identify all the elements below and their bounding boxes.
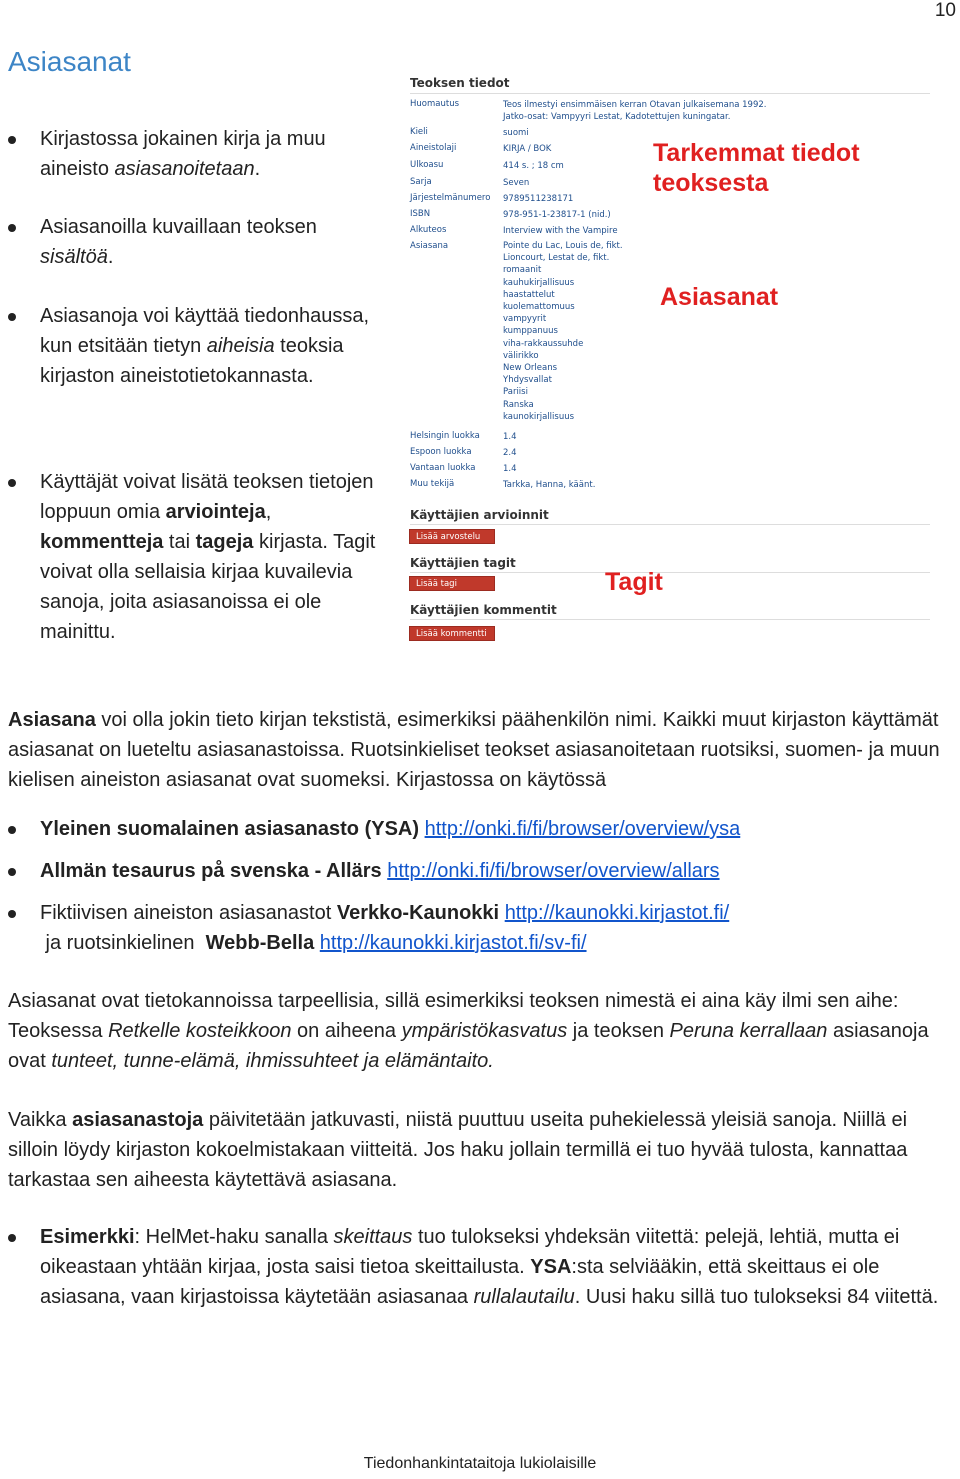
text: voi olla jokin tieto kirjan tekstistä, esimerkiksi päähenkilön nimi. Kaikki muut kirjaston käyttämät asiasanat on lueteltu asiasanastoissa. Ruotsinkieliset teokset asiasanoitetaan ruotsiksi, suomen- ja muun kielisen aineiston asiasanat ovat suomeksi. Kirjastossa on käytössä [8,709,940,791]
field-value: suomi [503,128,529,138]
text: ja teoksen [567,1020,670,1042]
text: päivitetään jatkuvasti, niistä puuttuu useita puhekielessä yleisiä sanoja. Niillä ei silloin löydy kirjaston kokoelmistakaan viitteitä. Jos haku jollain termillä ei tuo hyvää tulosta, kannattaa tarkastaa sen aiheesta käytettävä asiasana. [8,1109,908,1191]
text: tuo tulokseksi yhdeksän viitettä: pelejä, lehtiä, mutta ei oikeastaan yhtään kirjaa, josta saisi tietoa skeittailusta. [40,1226,900,1278]
text-bold: Allmän tesaurus på svenska - Allärs [40,860,382,882]
field-value: Teos ilmestyi ensimmäisen kerran Otavan julkaisemana 1992. Jatko-osat: Vampyyri Lestat, Kadotettujen kuningatar. [503,100,767,123]
field-label: Aineistolaji [410,143,457,153]
text-bold: Yleinen suomalainen asiasanasto (YSA) [40,818,420,840]
text: Fiktiivisen aineiston asiasanastot [40,902,337,924]
text: kirjasta. Tagit voivat olla sellaisia kirjaa kuvailevia sanoja, joita asiasanoissa ei ole mainittu. [40,531,376,643]
list-item [8,856,953,886]
field-label: Vantaan luokka [410,463,476,473]
tags-title: Käyttäjien tagit [410,556,516,570]
text: . [254,158,261,180]
text: . Uusi haku sillä tuo tulokseksi 84 viitettä. [574,1286,939,1308]
bullet-icon [8,479,16,487]
divider [410,524,930,525]
field-value: 978-951-1-23817-1 (nid.) [503,210,611,220]
page-number: 10 [934,0,956,21]
list-item [8,814,953,844]
text-italic: Retkelle kosteikkoon [108,1020,292,1042]
field-label: Espoon luokka [410,447,472,457]
text: teoksia kirjaston aineistotietokannasta. [40,335,344,387]
paragraph [8,1105,953,1195]
text: asiasanoja ovat [8,1020,929,1072]
field-label: Helsingin luokka [410,431,480,441]
add-review-button[interactable]: Lisää arvostelu [409,529,495,544]
field-value: KIRJA / BOK [503,144,552,154]
bullet-icon [8,224,16,232]
text-bold: Asiasana [8,709,96,731]
field-label: Muu tekijä [410,479,455,489]
list-item [8,124,388,184]
field-value: 1.4 [503,432,517,442]
text-italic: sisältöä [40,246,108,268]
text: Vaikka [8,1109,73,1131]
text: : HelMet-haku sanalla [134,1226,334,1248]
add-tag-button[interactable]: Lisää tagi [409,576,495,591]
text-italic: aiheisia [206,335,275,357]
list-item [8,898,953,958]
bullet-icon [8,868,16,876]
bullet-icon [8,826,16,834]
annotation-tags: Tagit [605,568,663,596]
text-italic: Peruna kerrallaan [669,1020,828,1042]
text-bold: YSA [530,1256,572,1278]
allars-link[interactable]: http://onki.fi/fi/browser/overview/allars [387,860,720,882]
text: Käyttäjät voivat lisätä teoksen tietojen loppuun omia [40,471,374,523]
text: . [107,246,114,268]
list-item [8,467,388,647]
list-item [8,212,388,272]
bella-link[interactable]: http://kaunokki.kirjastot.fi/sv-fi/ [319,932,587,954]
bullet-icon [8,313,16,321]
divider [410,93,930,94]
text-bold: tageja [195,531,254,553]
text: on aiheena [291,1020,402,1042]
text-bold: asiasanastoja [72,1109,204,1131]
text-italic: tunteet, tunne-elämä, ihmissuhteet ja elämäntaito. [51,1050,494,1072]
field-value: Interview with the Vampire [503,226,618,236]
page-title: Asiasanat [8,46,131,77]
text: Asiasanoilla kuvaillaan teoksen [40,216,317,238]
field-value: Seven [503,178,530,188]
bullet-icon [8,910,16,918]
subject-list: Pointe du Lac, Louis de, fikt. Lioncourt, Lestat de, fikt. romaanit kauhukirjallisuus haastattelut kuolemattomuus vampyyrit kumppanuus viha-rakkaussuhde välirikko New Orleans Yhdysvallat Pariisi Ranska kaunokirjallisuus [503,241,623,422]
comments-title: Käyttäjien kommentit [410,603,557,617]
ysa-link[interactable]: http://onki.fi/fi/browser/overview/ysa [424,818,741,840]
text-italic: skeittaus [333,1226,413,1248]
list-item [8,301,388,391]
text-bold: Verkko-Kaunokki [336,902,500,924]
text: :sta selviääkin, että skeittaus ei ole asiasana, vaan kirjastoissa käytetään asiasanaa [40,1256,880,1308]
text: Asiasanat ovat tietokannoissa tarpeellisia, sillä esimerkiksi teoksen nimestä ei aina käy ilmi sen aihe: Teoksessa [8,990,899,1042]
page-footer: Tiedonhankintataitoja lukiolaisille [363,1455,597,1472]
field-label: ISBN [410,209,431,219]
text: , [265,501,272,523]
divider [410,619,930,620]
field-value: Tarkka, Hanna, käänt. [503,480,596,490]
annotation-details: Tarkemmat tiedot teoksesta [653,139,860,197]
section-title: Teoksen tiedot [410,76,510,90]
text: tai [163,531,196,553]
text: Asiasanoja voi käyttää tiedonhaussa, kun etsitään tietyn [40,305,370,357]
annotation-subjects: Asiasanat [660,283,779,311]
text-bold: arviointeja [165,501,266,523]
kaunokki-link[interactable]: http://kaunokki.kirjastot.fi/ [504,902,730,924]
field-label: Asiasana [410,241,449,251]
text: ja ruotsinkielinen [40,932,206,954]
text-italic: asiasanoitetaan [114,158,255,180]
text: Kirjastossa jokainen kirja ja muu aineisto [40,128,326,180]
field-label: Kieli [410,127,428,137]
field-value: 2.4 [503,448,517,458]
field-value: 1.4 [503,464,517,474]
text-bold: Webb-Bella [205,932,315,954]
bullet-icon [8,1234,16,1242]
reviews-title: Käyttäjien arvioinnit [410,508,549,522]
text-italic: rullalautailu [473,1286,575,1308]
field-label: Sarja [410,177,432,187]
text-italic: ympäristökasvatus [401,1020,568,1042]
field-label: Huomautus [410,99,460,109]
add-comment-button[interactable]: Lisää kommentti [409,626,495,641]
field-label: Ulkoasu [410,160,444,170]
divider [410,572,930,573]
field-label: Järjestelmänumero [410,193,491,203]
paragraph [8,986,953,1076]
field-label: Alkuteos [410,225,447,235]
bullet-icon [8,136,16,144]
list-item [8,1222,953,1312]
paragraph [8,705,953,795]
text-bold: kommentteja [40,531,164,553]
field-value: 9789511238171 [503,194,574,204]
text-bold: Esimerkki [40,1226,135,1248]
field-value: 414 s. ; 18 cm [503,161,564,171]
